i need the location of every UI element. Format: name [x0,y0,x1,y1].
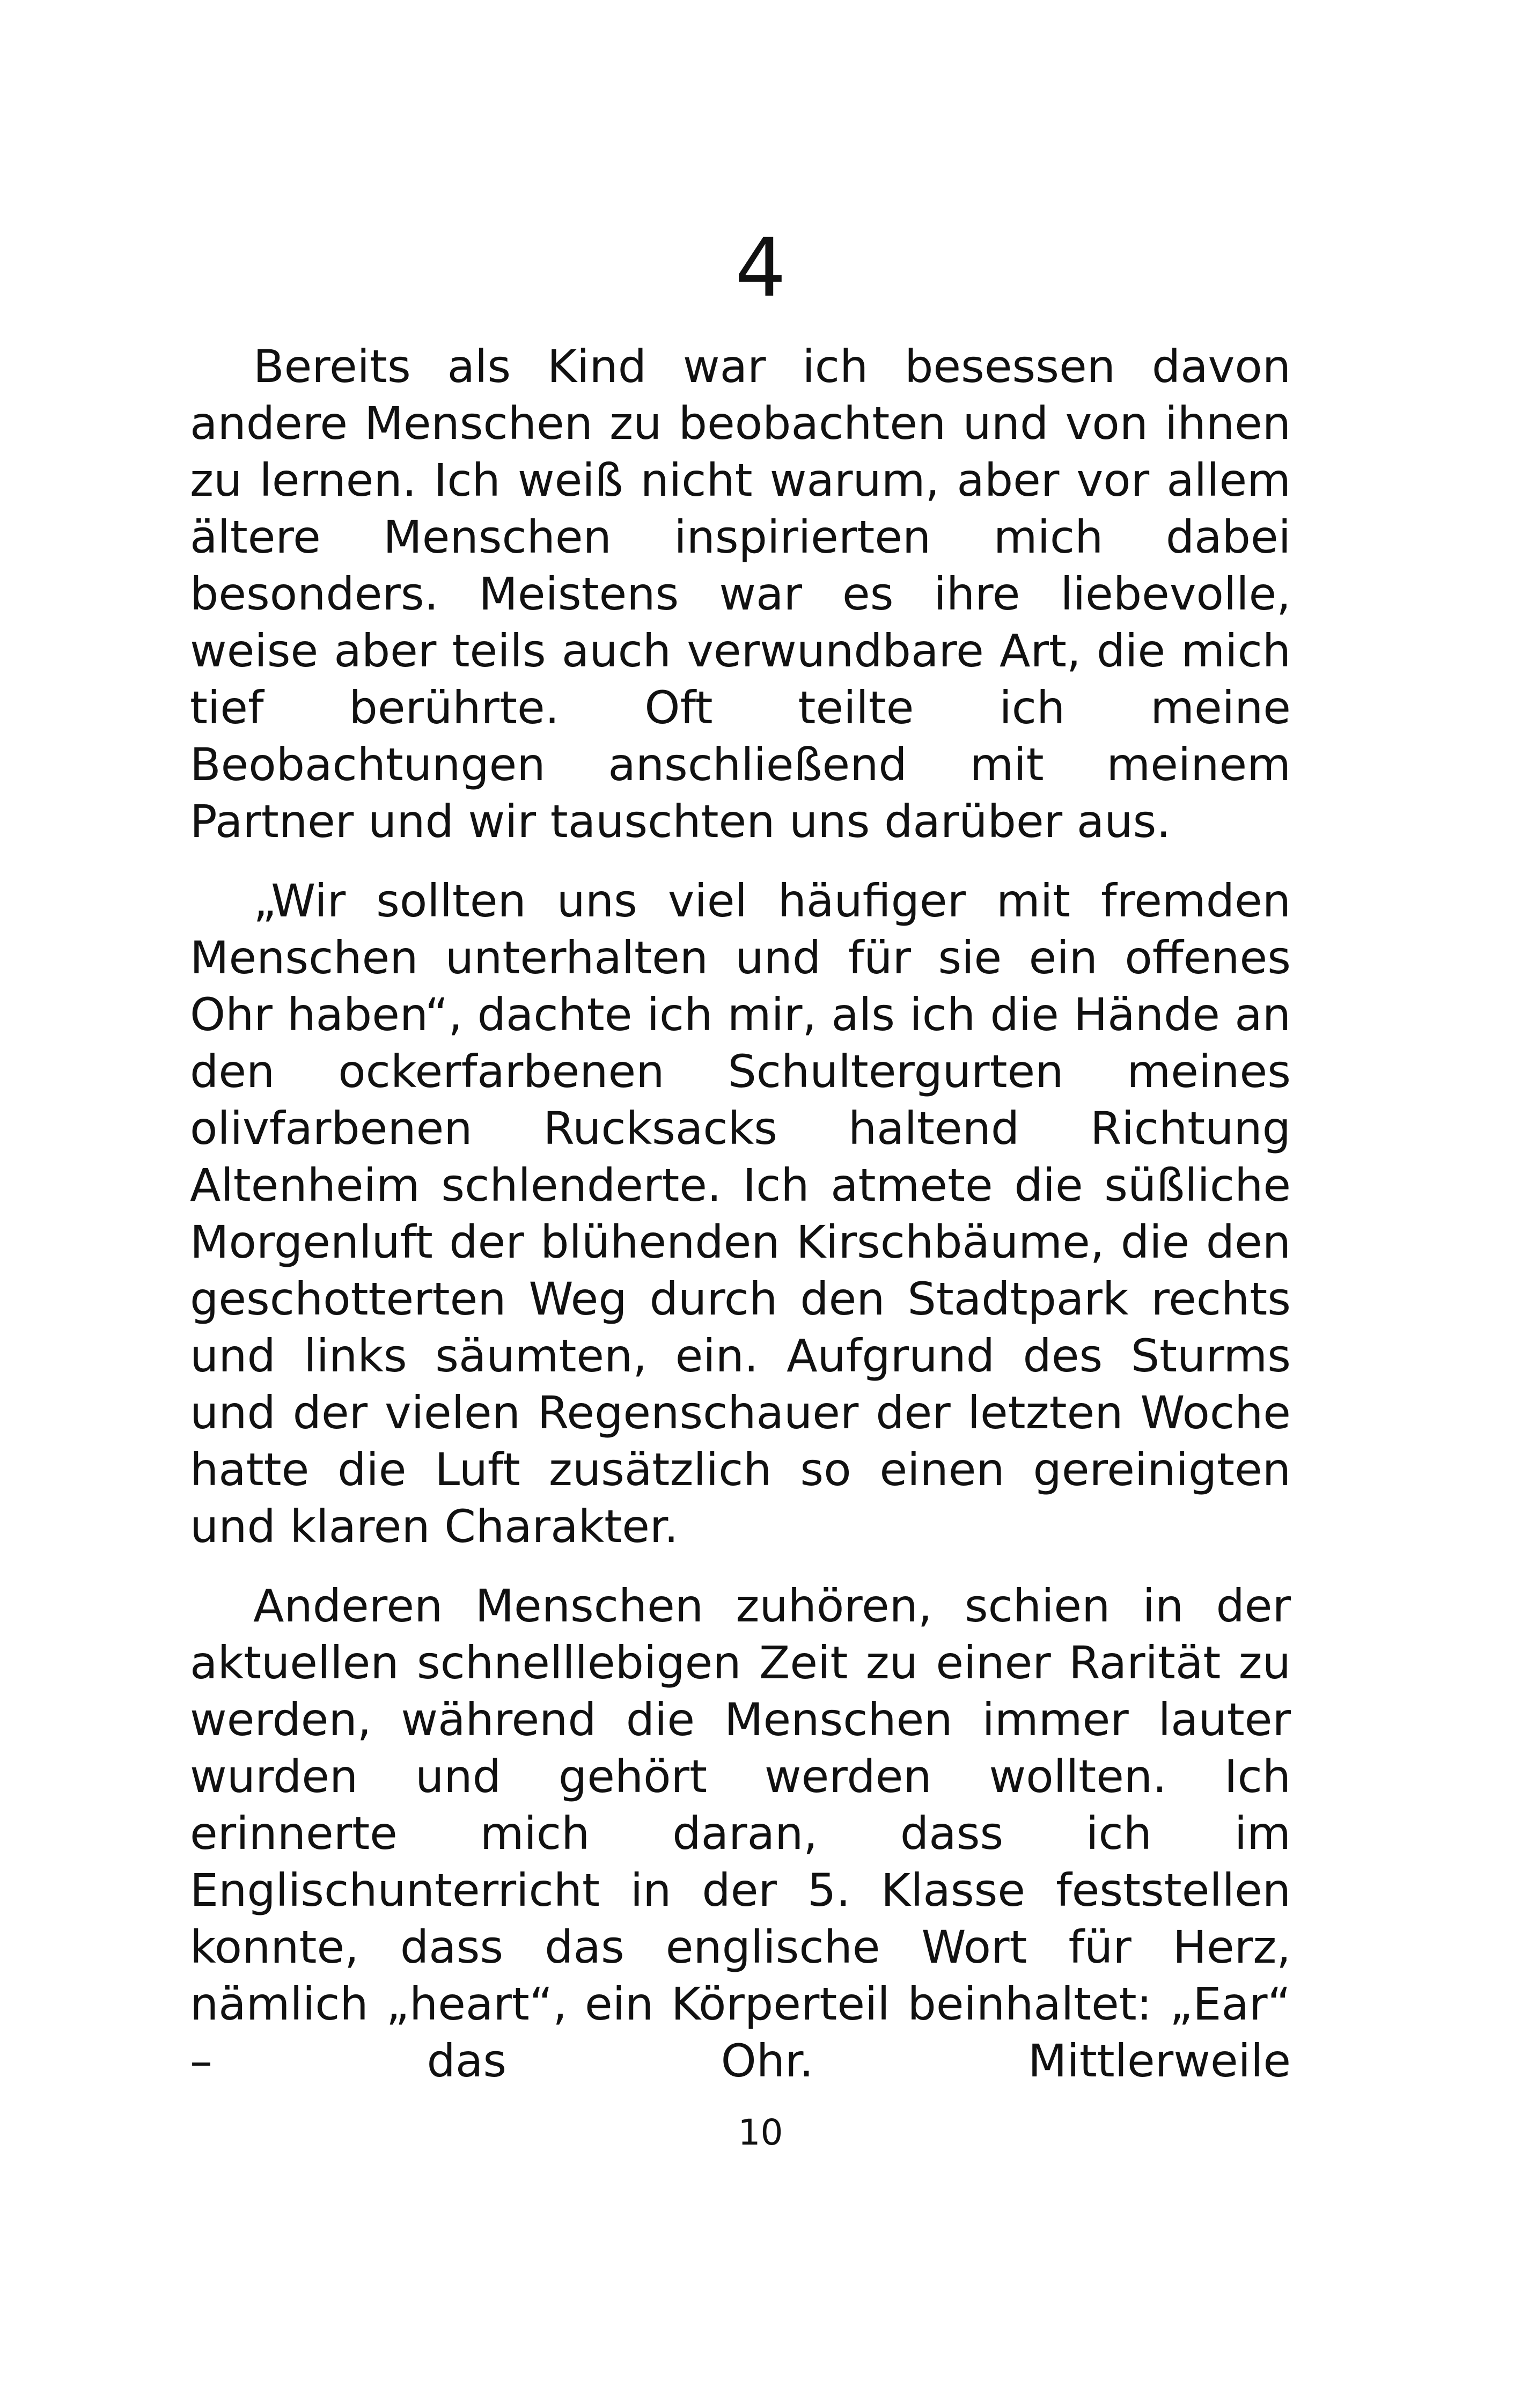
chapter-number: 4 [734,222,787,315]
body-text [190,338,1291,2089]
paragraph-3: Anderen Menschen zuhören, schien in der aktuellen schnelllebigen Zeit zu einer Rarität zu werden, während die Menschen immer lauter wurden und gehört werden wollten. Ich erinnerte mich daran, dass ich im Englischunterricht in der 5. Klasse feststellen konnte, dass das englische Wort für Herz, nämlich „heart“, ein Körperteil beinhaltet: „Ear“ – das Ohr. Mittlerweile [190,1580,1291,2087]
page-number: 10 [738,2112,783,2153]
paragraph-2: „Wir sollten uns viel häufiger mit fremden Menschen unterhalten und für sie ein offenes Ohr haben“, dachte ich mir, als ich die Hände an den ockerfarbenen Schultergurten meines olivfarbenen Rucksacks haltend Richtung Altenheim schlenderte. Ich atmete die süßliche Morgenluft der blühenden Kirschbäume, die den geschotterten Weg durch den Stadtpark rechts und links säumten, ein. Aufgrund des Sturms und der vielen Regenschauer der letzten Woche hatte die Luft zusätzlich so einen gereinigten und klaren Charakter. [190,875,1291,1553]
paragraph-1: Bereits als Kind war ich besessen davon andere Menschen zu beobachten und von ihnen zu lernen. Ich weiß nicht warum, aber vor allem ältere Menschen inspirierten mich dabei besonders. Meistens war es ihre liebevolle, weise aber teils auch verwundbare Art, die mich tief berührte. Oft teilte ich meine Beobachtungen anschließend mit meinem Partner und wir tauschten uns darüber aus. [190,340,1291,848]
